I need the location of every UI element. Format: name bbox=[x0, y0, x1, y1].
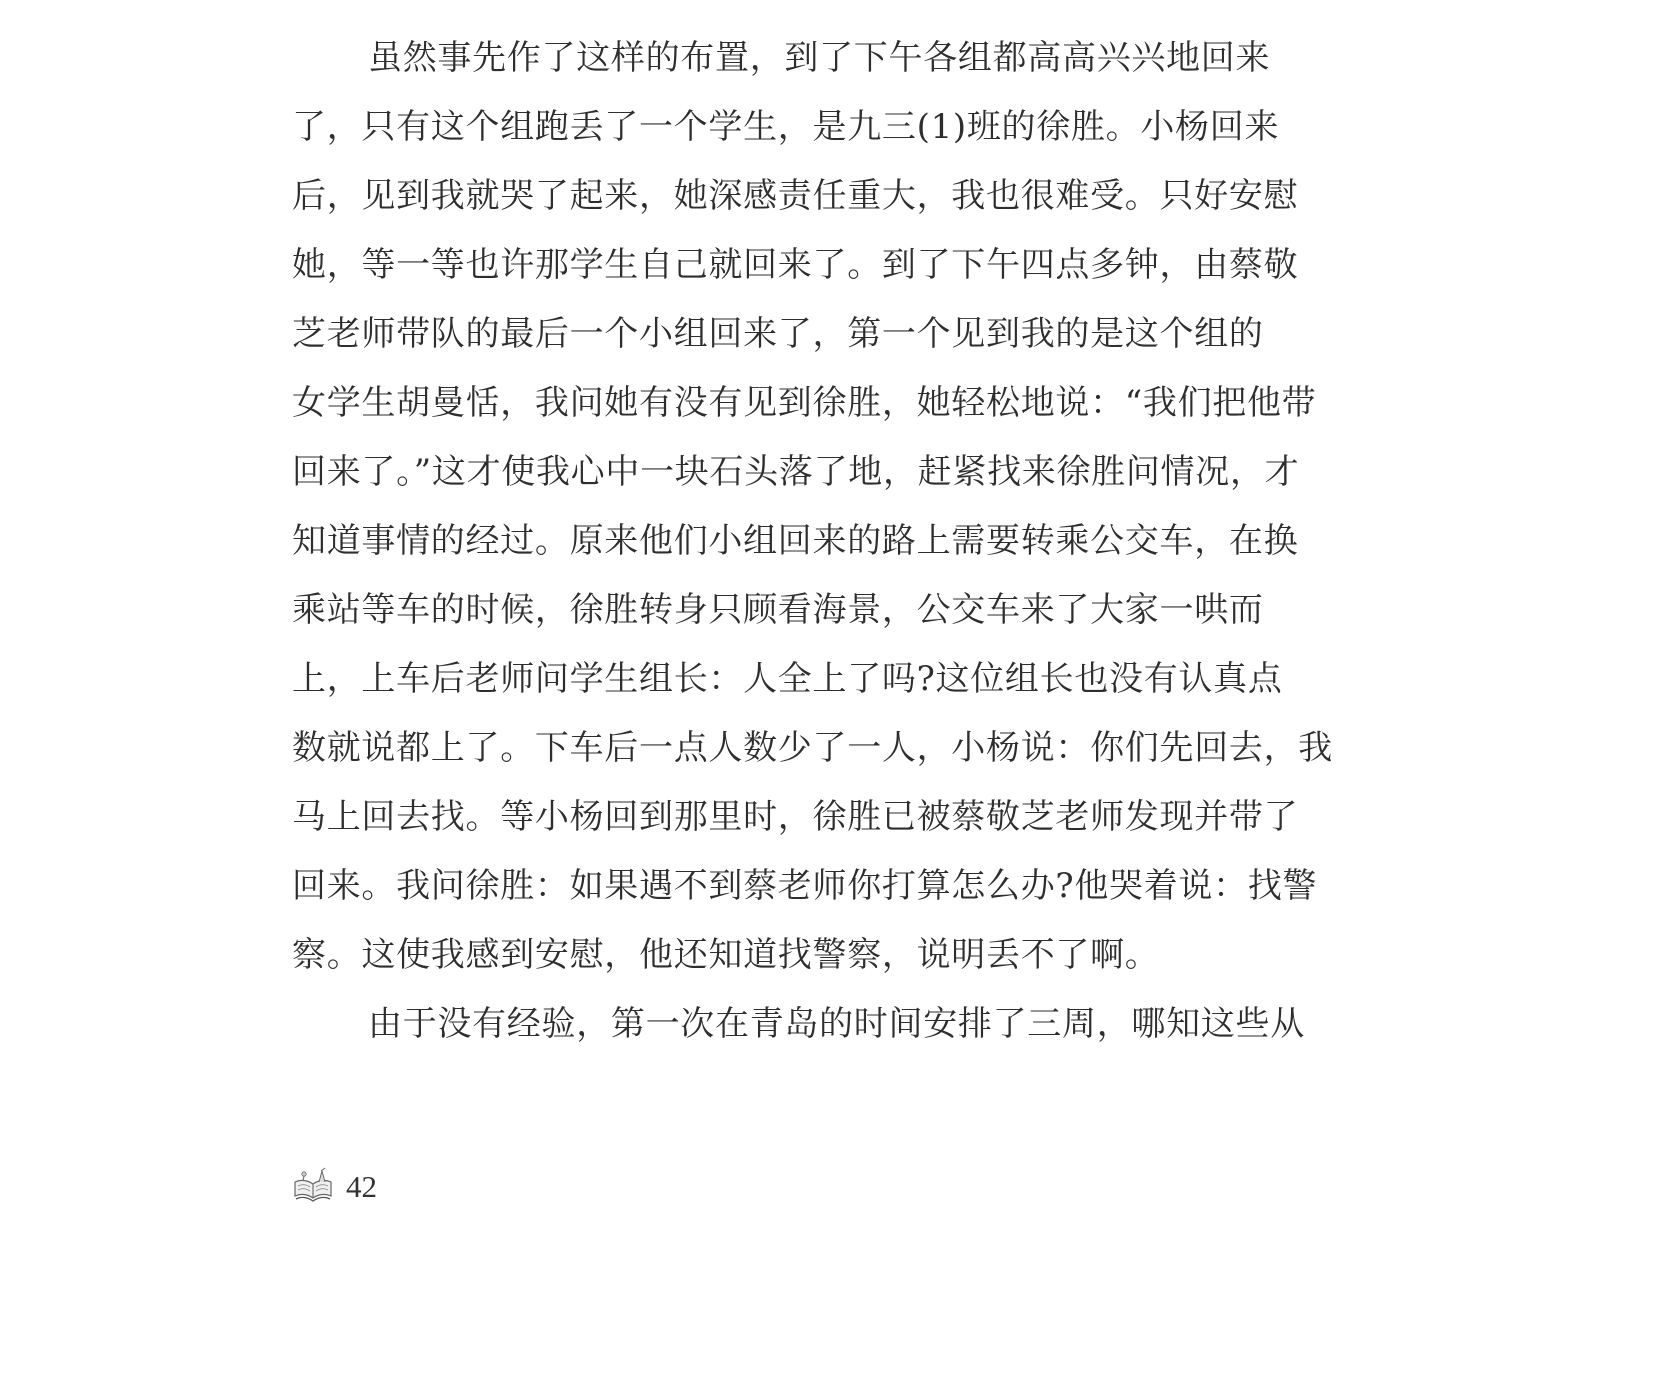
body-text bbox=[292, 24, 1362, 1059]
paragraph-line: 乘站等车的时候，徐胜转身只顾看海景，公交车来了大家一哄而 bbox=[292, 590, 1264, 630]
paragraph-line: 回来。我问徐胜：如果遇不到蔡老师你打算怎么办?他哭着说：找警 bbox=[292, 866, 1318, 906]
paragraph-line: 女学生胡曼恬，我问她有没有见到徐胜，她轻松地说：“我们把他带 bbox=[292, 383, 1317, 423]
paragraph-line: 知道事情的经过。原来他们小组回来的路上需要转乘公交车，在换 bbox=[292, 521, 1299, 561]
paragraph-line: 上，上车后老师问学生组长：人全上了吗?这位组长也没有认真点 bbox=[292, 659, 1283, 699]
page-footer bbox=[292, 1163, 377, 1211]
paragraph-line: 了，只有这个组跑丢了一个学生，是九三(1)班的徐胜。小杨回来 bbox=[292, 107, 1280, 147]
paragraph-line: 由于没有经验，第一次在青岛的时间安排了三周，哪知这些从 bbox=[368, 1004, 1305, 1044]
paragraph-line: 回来了。”这才使我心中一块石头落了地，赶紧找来徐胜问情况，才 bbox=[292, 452, 1300, 492]
paragraph-line: 芝老师带队的最后一个小组回来了，第一个见到我的是这个组的 bbox=[292, 314, 1264, 354]
book-icon bbox=[292, 1166, 334, 1208]
cut-off-top-line bbox=[292, 0, 692, 6]
paragraph-line: 后，见到我就哭了起来，她深感责任重大，我也很难受。只好安慰 bbox=[292, 176, 1299, 216]
page-number: 42 bbox=[346, 1169, 377, 1204]
paragraph-line: 马上回去找。等小杨回到那里时，徐胜已被蔡敬芝老师发现并带了 bbox=[292, 797, 1299, 837]
paragraph-line: 察。这使我感到安慰，他还知道找警察，说明丢不了啊。 bbox=[292, 935, 1160, 975]
paragraph-line: 数就说都上了。下车后一点人数少了一人，小杨说：你们先回去，我 bbox=[292, 728, 1333, 768]
paragraph-line: 虽然事先作了这样的布置，到了下午各组都高高兴兴地回来 bbox=[368, 38, 1271, 78]
paragraph-line: 她，等一等也许那学生自己就回来了。到了下午四点多钟，由蔡敬 bbox=[292, 245, 1299, 285]
